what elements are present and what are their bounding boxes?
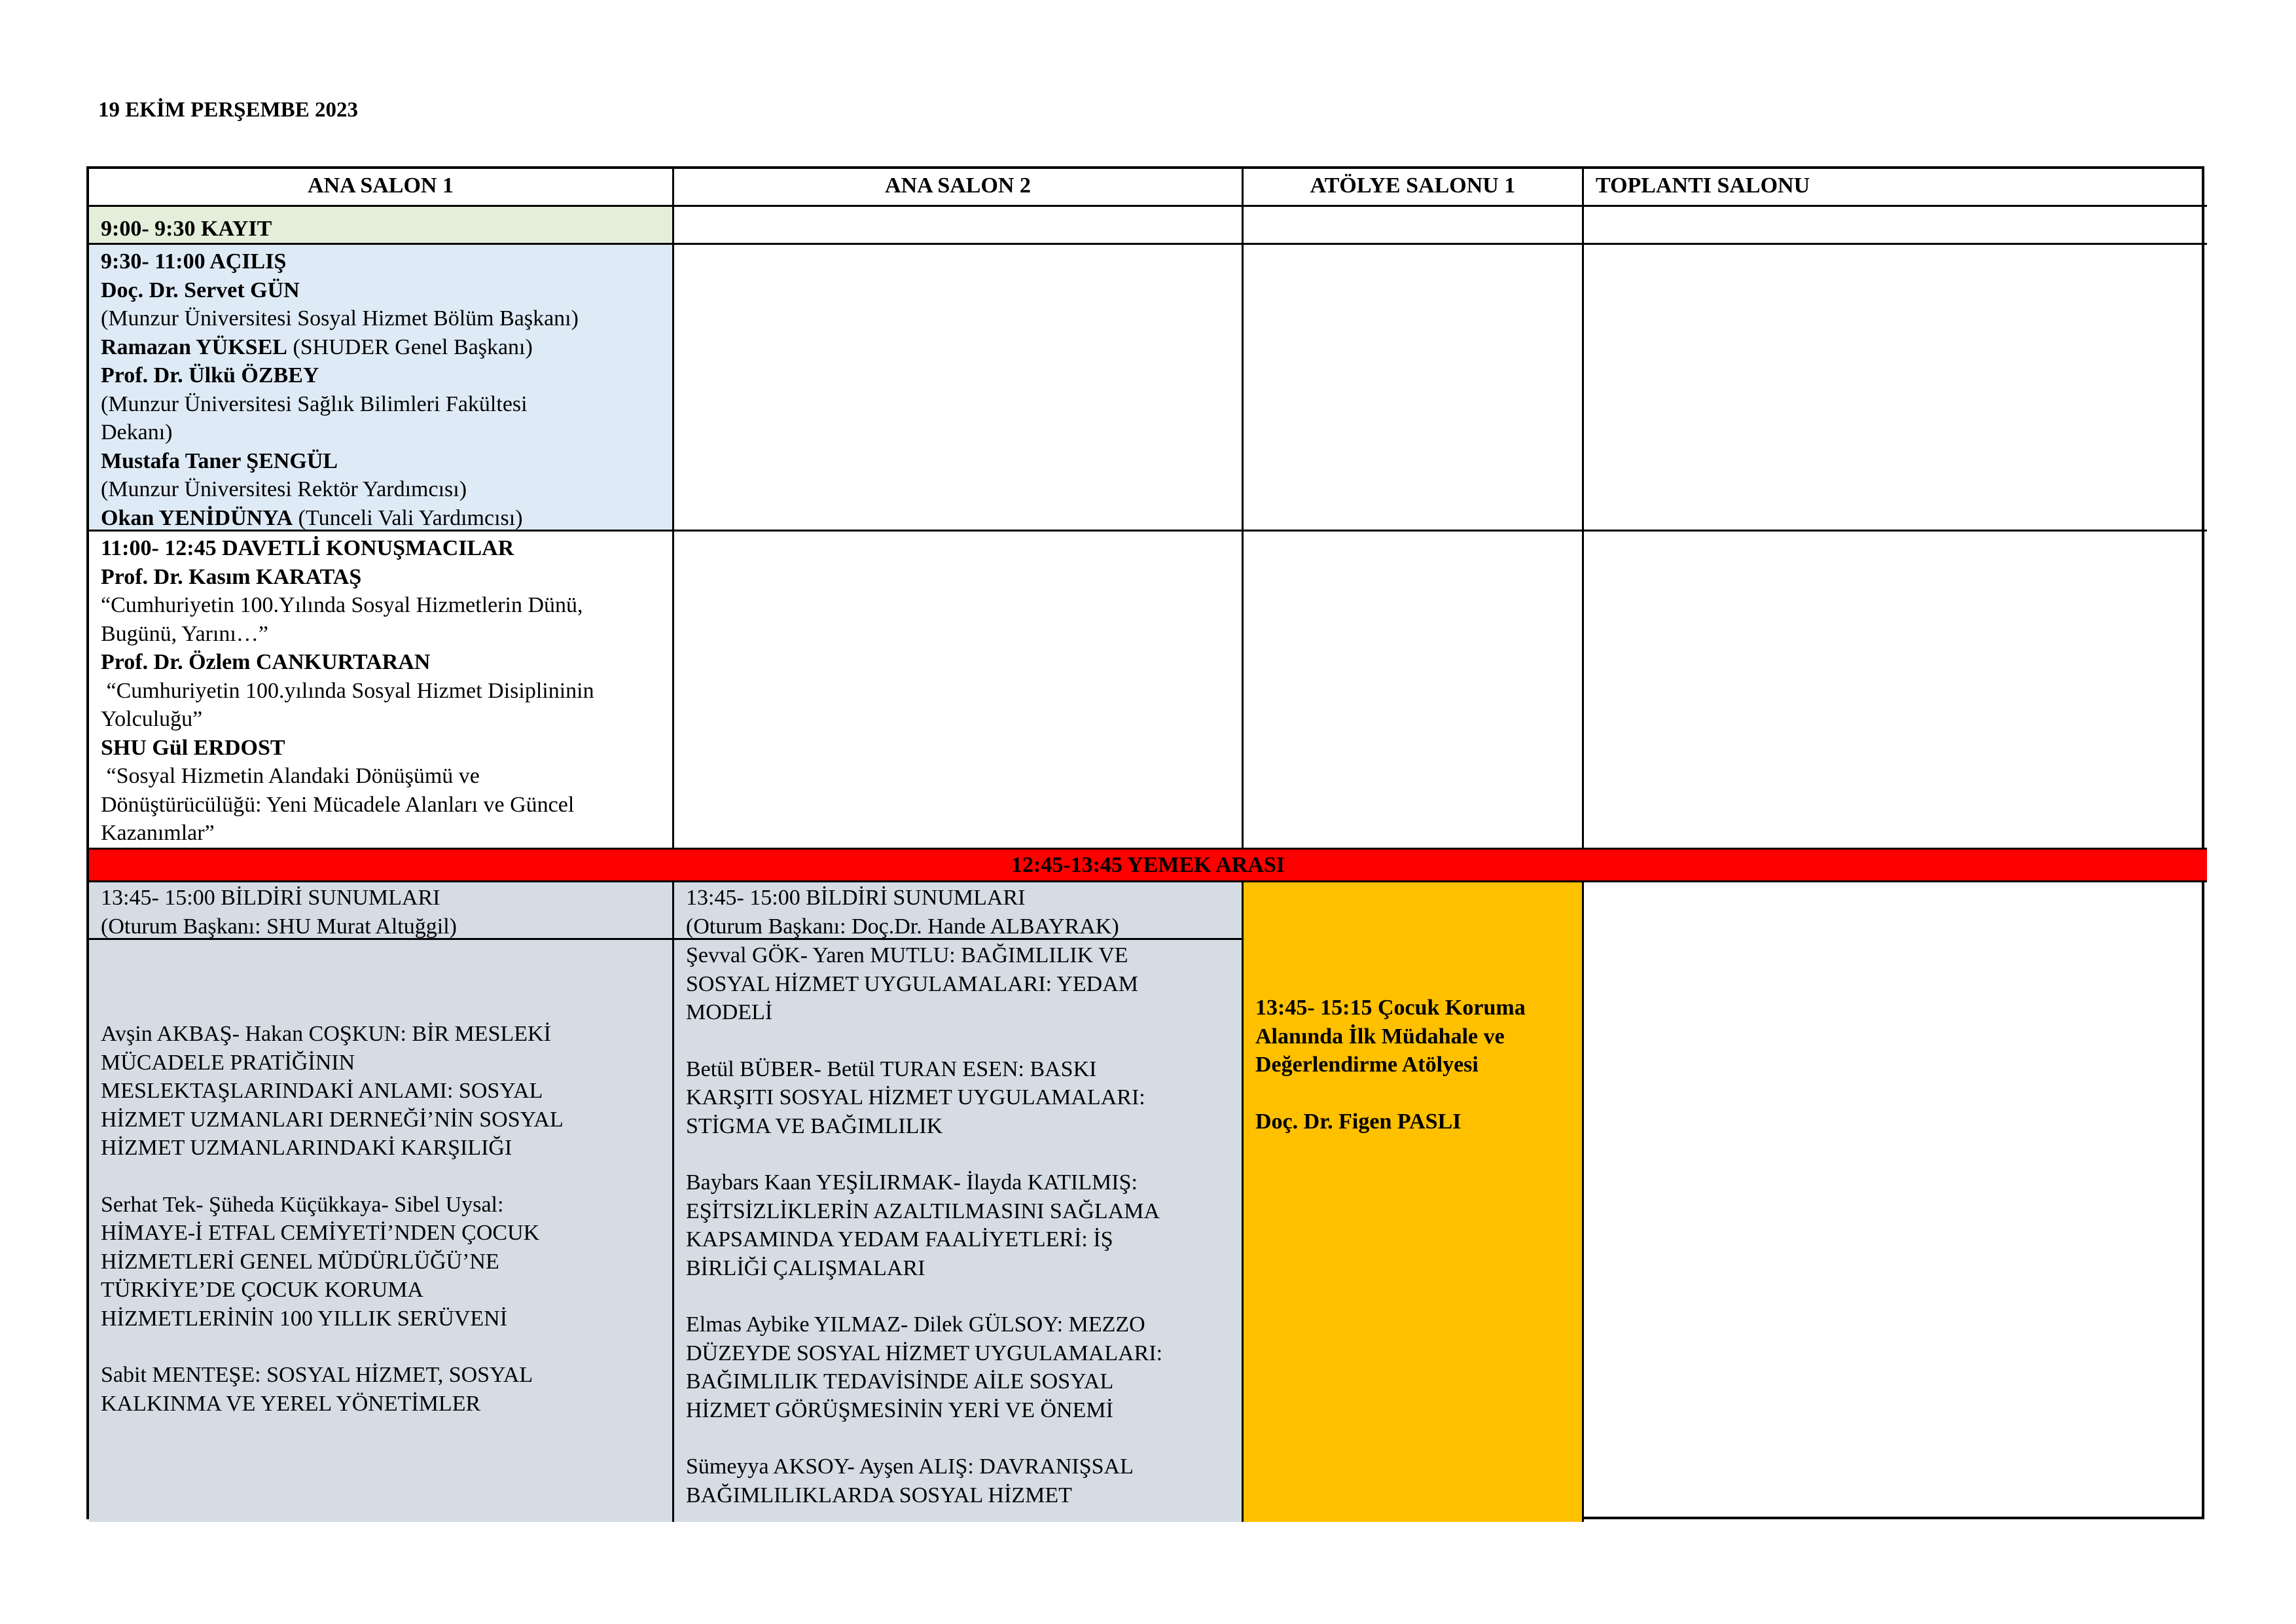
presentation-line: Betül BÜBER- Betül TURAN ESEN: BASKI [686, 1056, 1097, 1081]
speaker-name: Mustafa Taner ŞENGÜL [101, 448, 338, 473]
speaker-name: Okan YENİDÜNYA [101, 505, 293, 530]
speaker-role: (Tunceli Vali Yardımcısı) [293, 505, 523, 530]
presentation-line: Sümeyya AKSOY- Ayşen ALIŞ: DAVRANIŞSAL [686, 1454, 1134, 1479]
opening-cell [89, 245, 674, 532]
workshop-title: 13:45- 15:15 Çocuk Koruma [1255, 996, 1526, 1020]
session-chair: (Oturum Başkanı: Doç.Dr. Hande ALBAYRAK) [686, 914, 1119, 939]
speaker-name: SHU Gül ERDOST [101, 735, 285, 760]
header-ana-salon-1: ANA SALON 1 [89, 169, 674, 207]
presentation-line: HİZMET UZMANLARI DERNEĞİ’NİN SOSYAL [101, 1107, 564, 1132]
presentation-line: DÜZEYDE SOSYAL HİZMET UYGULAMALARI: [686, 1341, 1163, 1365]
page-title: 19 EKİM PERŞEMBE 2023 [98, 98, 358, 122]
presentation-line: KARŞITI SOSYAL HİZMET UYGULAMALARI: [686, 1085, 1145, 1110]
speaker-role: (SHUDER Genel Başkanı) [287, 334, 533, 359]
workshop-title: Alanında İlk Müdahale ve [1255, 1024, 1505, 1049]
workshop-instructor: Doç. Dr. Figen PASLI [1255, 1109, 1462, 1134]
presentation-line: Şevval GÖK- Yaren MUTLU: BAĞIMLILIK VE [686, 943, 1128, 967]
presentation-line: Serhat Tek- Şüheda Küçükkaya- Sibel Uysal: [101, 1192, 504, 1217]
presentation-line: BAĞIMLILIK TEDAVİSİNDE AİLE SOSYAL [686, 1369, 1114, 1394]
session-title: 13:45- 15:00 BİLDİRİ SUNUMLARI [686, 886, 1026, 910]
speaker-role: (Munzur Üniversitesi Rektör Yardımcısı) [101, 477, 467, 501]
speaker-name: Prof. Dr. Özlem CANKURTARAN [101, 650, 431, 674]
empty-cell [674, 207, 1244, 245]
workshop-cell [1244, 882, 1584, 1522]
talk-title: “Cumhuriyetin 100.Yılında Sosyal Hizmetlerin Dünü, [101, 593, 583, 617]
header-atolye-salonu-1: ATÖLYE SALONU 1 [1244, 169, 1584, 207]
opening-title: 9:30- 11:00 AÇILIŞ [101, 249, 287, 274]
speaker-name: Prof. Dr. Ülkü ÖZBEY [101, 363, 319, 388]
empty-cell [674, 532, 1244, 850]
speaker-name: Ramazan YÜKSEL [101, 334, 287, 359]
registration-cell: 9:00- 9:30 KAYIT [89, 207, 674, 245]
header-toplanti-salonu: TOPLANTI SALONU [1584, 169, 2207, 207]
invited-title: 11:00- 12:45 DAVETLİ KONUŞMACILAR [101, 536, 514, 560]
empty-cell [1584, 532, 2207, 850]
presentation-line: KALKINMA VE YEREL YÖNETİMLER [101, 1391, 481, 1416]
presentation-line: HİZMET UZMANLARINDAKİ KARŞILIĞI [101, 1136, 512, 1160]
presentation-line: BAĞIMLILIKLARDA SOSYAL HİZMET [686, 1483, 1072, 1507]
lunch-break-banner: 12:45-13:45 YEMEK ARASI [89, 850, 2207, 882]
talk-title: “Cumhuriyetin 100.yılında Sosyal Hizmet Disiplininin [101, 678, 594, 703]
header-ana-salon-2: ANA SALON 2 [674, 169, 1244, 207]
empty-cell [674, 245, 1244, 532]
session-title: 13:45- 15:00 BİLDİRİ SUNUMLARI [101, 886, 440, 910]
presentation-line: Avşin AKBAŞ- Hakan COŞKUN: BİR MESLEKİ [101, 1022, 551, 1046]
schedule-table [86, 166, 2204, 1519]
empty-cell [1584, 245, 2207, 532]
presentation-line: Elmas Aybike YILMAZ- Dilek GÜLSOY: MEZZO [686, 1312, 1145, 1337]
presentation-line: HİZMETLERİNİN 100 YILLIK SERÜVENİ [101, 1306, 508, 1331]
presentation-line: Baybars Kaan YEŞİLIRMAK- İlayda KATILMIŞ: [686, 1170, 1138, 1195]
session-chair: (Oturum Başkanı: SHU Murat Altuğgil) [101, 914, 457, 939]
invited-speakers-cell [89, 532, 674, 850]
presentation-line: MÜCADELE PRATİĞİNIN [101, 1050, 355, 1075]
salon1-session-header [89, 882, 674, 940]
salon2-presentations [674, 940, 1244, 1522]
salon1-presentations [89, 940, 674, 1522]
presentation-line: MESLEKTAŞLARINDAKİ ANLAMI: SOSYAL [101, 1079, 543, 1103]
presentation-line: HİMAYE-İ ETFAL CEMİYETİ’NDEN ÇOCUK [101, 1221, 540, 1245]
talk-title: Bugünü, Yarını…” [101, 621, 268, 646]
presentation-line: SOSYAL HİZMET UYGULAMALARI: YEDAM [686, 971, 1139, 996]
talk-title: Yolculuğu” [101, 707, 203, 731]
salon2-session-header [674, 882, 1244, 940]
presentation-line: HİZMET GÖRÜŞMESİNİN YERİ VE ÖNEMİ [686, 1398, 1113, 1422]
presentation-line: MODELİ [686, 1000, 773, 1024]
speaker-name: Prof. Dr. Kasım KARATAŞ [101, 564, 362, 589]
speaker-role: (Munzur Üniversitesi Sağlık Bilimleri Fakültesi [101, 391, 528, 416]
empty-cell [1244, 207, 1584, 245]
presentation-line: TÜRKİYE’DE ÇOCUK KORUMA [101, 1278, 423, 1302]
presentation-line: BİRLİĞİ ÇALIŞMALARI [686, 1255, 925, 1280]
empty-cell [1584, 207, 2207, 245]
presentation-line: KAPSAMINDA YEDAM FAALİYETLERİ: İŞ [686, 1227, 1113, 1252]
empty-cell [1244, 245, 1584, 532]
presentation-line: EŞİTSİZLİKLERİN AZALTILMASINI SAĞLAMA [686, 1199, 1160, 1223]
presentation-line: STİGMA VE BAĞIMLILIK [686, 1113, 943, 1138]
talk-title: “Sosyal Hizmetin Alandaki Dönüşümü ve [101, 764, 480, 788]
speaker-role: (Munzur Üniversitesi Sosyal Hizmet Bölüm Başkanı) [101, 306, 579, 331]
presentation-line: HİZMETLERİ GENEL MÜDÜRLÜĞÜ’NE [101, 1249, 499, 1274]
speaker-role: Dekanı) [101, 420, 173, 444]
talk-title: Kazanımlar” [101, 821, 215, 845]
empty-cell [1244, 532, 1584, 850]
empty-cell [1584, 882, 2207, 1522]
workshop-title: Değerlendirme Atölyesi [1255, 1053, 1479, 1077]
presentation-line: Sabit MENTEŞE: SOSYAL HİZMET, SOSYAL [101, 1363, 533, 1387]
talk-title: Dönüştürücülüğü: Yeni Mücadele Alanları ve Güncel [101, 792, 575, 817]
speaker-name: Doç. Dr. Servet GÜN [101, 278, 300, 302]
